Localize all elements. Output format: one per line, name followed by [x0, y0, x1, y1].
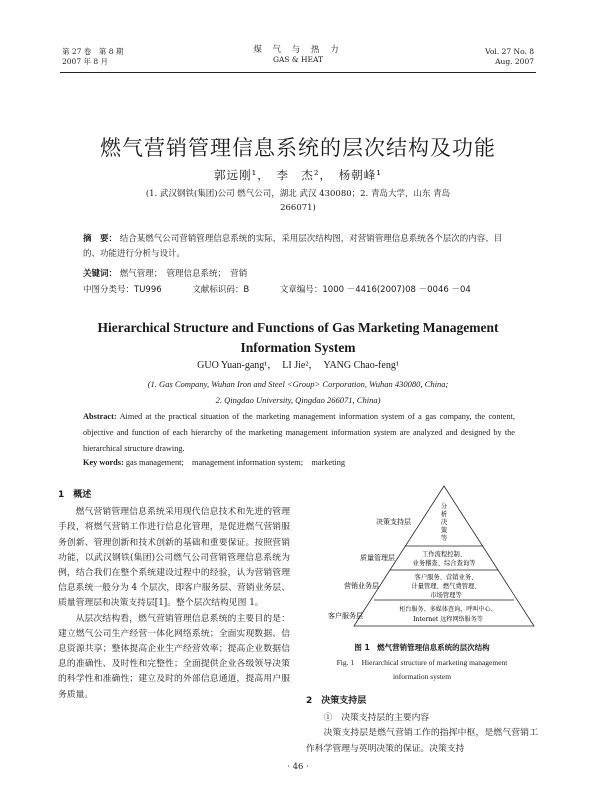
- left-column: [58, 488, 290, 703]
- section1-paragraph1: 燃气营销管理信息系统采用现代信息技术和先进的管理手段，将燃气营销工作进行信息化管理，是促进燃气营销服务创新、管理创新和技术创新的基础和重要保证。按照营销功能，以武汉钢铁(集团)公司燃气公司营销管理信息系统为例，结合我们在整个系统建设过程中的经验，认为营销管理信息系统一般分为 4 个层次，即客户服务层、营销业务层、质量管理层和决策支持层[1]。整个层次结构见图 1。: [58, 507, 290, 609]
- document-code: 文献标识码：B: [192, 285, 250, 295]
- classification-line: [83, 283, 499, 295]
- level-content-decision-1: 分: [440, 503, 448, 510]
- section1-paragraph2: 从层次结构看，燃气营销管理信息系统的主要目的是：建立燃气公司生产经营一体化网络系统；全面实现数据、信息资源共享；整体提高企业生产经营效率；提高企业数据信息的准确性、及时性和完整性；全面提供企业各级领导决策的科学性和准确性；建立及时的外部信息通道，提高用户服务质量。: [58, 613, 290, 700]
- affiliation-en-line2: 2. Qingdao University, Qingdao 266071, China): [215, 395, 381, 405]
- section2-subheading: ① 决策支持层的主要内容: [323, 713, 430, 724]
- figure-1-caption-en-line1: Fig. 1 Hierarchical structure of marketing management: [336, 658, 508, 667]
- figure-1-caption-cn: 图 1 燃气营销管理信息系统的层次结构: [354, 643, 490, 652]
- abstract-cn-label: 摘 要：: [83, 234, 118, 244]
- figure-1-caption-en-line2: information system: [392, 672, 452, 681]
- abstract-cn: [83, 232, 515, 262]
- abstract-cn-text: 结合某燃气公司营销管理信息系统的实际，采用层次结构图，对营销管理信息系统各个层次的内容、目的、功能进行分析与设计。: [83, 234, 503, 259]
- level-content-quality-1: 工作流程控制、: [421, 551, 467, 558]
- title-en-line2: Information System: [240, 340, 356, 355]
- affiliation-cn: [0, 187, 596, 215]
- authors-en: GUO Yuan-gang¹， LI Jie²， YANG Chao-feng¹: [197, 360, 399, 371]
- keywords-en-text: gas management; management information system; marketing: [125, 458, 345, 467]
- volume-cn: 第 27 卷 第 8 期: [62, 47, 124, 56]
- abstract-en: [83, 409, 515, 457]
- title-en: [0, 318, 596, 358]
- authors-cn: 郭远刚¹， 李 杰²， 杨朝峰¹: [214, 168, 382, 182]
- abstract-en-text: Aimed at the practical situation of the marketing management information system of a gas company, the content, objective and function of each hierarchy of the marketing management information system are analyzed and designed by the hierarchical structure drawing.: [83, 412, 515, 453]
- keywords-cn: [83, 267, 247, 279]
- level-content-business-2: 计量管理、燃气费管理、: [411, 583, 481, 590]
- abstract-en-label: Abstract:: [83, 412, 117, 421]
- level-content-decision-4: 策: [440, 527, 448, 534]
- header-right: [485, 47, 534, 67]
- section1-heading: 1 概述: [58, 490, 92, 500]
- date-cn: 2007 年 8 月: [62, 57, 109, 66]
- header-rule: [60, 72, 536, 73]
- level-content-decision-3: 决: [440, 519, 448, 526]
- date-en: Aug. 2007: [495, 57, 534, 66]
- affiliation-cn-line1: (1. 武汉钢铁(集团)公司 燃气公司，湖北 武汉 430080；2. 青岛大学，山东 青岛: [145, 189, 451, 199]
- title-en-line1: Hierarchical Structure and Functions of Gas Marketing Management: [97, 320, 499, 335]
- section2-heading: 2 决策支持层: [306, 696, 367, 706]
- affiliation-cn-line2: 266071): [280, 203, 316, 213]
- figure-1-caption-en: [306, 656, 538, 684]
- clc-number: 中图分类号：TU996: [83, 285, 162, 295]
- page-number: · 46 ·: [287, 762, 309, 772]
- keywords-cn-text: 燃气管理； 管理信息系统； 营销: [119, 269, 248, 279]
- level-content-business-3: 市场管理等: [430, 592, 462, 599]
- section2-paragraph1: 决策支持层是燃气营销工作的指挥中枢，是燃气营销工作科学管理与英明决策的保证。决策支持: [306, 728, 538, 754]
- affiliation-en: [0, 376, 596, 408]
- keywords-en: [83, 456, 345, 468]
- level-name-decision: 决策支持层: [376, 518, 411, 526]
- article-number: 文章编号：1000 －4416(2007)08 －0046 －04: [279, 285, 471, 295]
- level-content-quality-2: 业务稽查、综合查询等: [412, 560, 476, 567]
- level-name-customer: 客户服务层: [328, 612, 363, 620]
- level-name-quality: 质量管理层: [360, 554, 395, 562]
- journal-name-cn: 煤 气 与 热 力: [253, 45, 343, 55]
- journal-name-en: GAS & HEAT: [272, 55, 323, 64]
- level-name-business: 营销业务层: [344, 582, 379, 590]
- volume-en: Vol. 27 No. 8: [485, 47, 534, 56]
- keywords-en-label: Key words:: [83, 458, 124, 467]
- level-content-decision-2: 析: [440, 511, 448, 518]
- level-content-decision-5: 等: [440, 535, 448, 542]
- figure-1: [306, 478, 538, 638]
- affiliation-en-line1: (1. Gas Company, Wuhan Iron and Steel <Group> Corporation, Wuhan 430080, China;: [147, 379, 449, 389]
- pyramid-diagram: [306, 478, 538, 638]
- level-content-customer-2: Internet 远程网络服务等: [413, 616, 483, 623]
- right-column: [306, 694, 538, 757]
- level-content-customer-1: 柜台服务、多媒体查询、呼叫中心、: [399, 606, 497, 613]
- level-content-business-1: 客户服务、营销业务、: [414, 574, 478, 581]
- keywords-cn-label: 关键词：: [83, 269, 118, 279]
- title-cn: 燃气营销管理信息系统的层次结构及功能: [100, 136, 496, 160]
